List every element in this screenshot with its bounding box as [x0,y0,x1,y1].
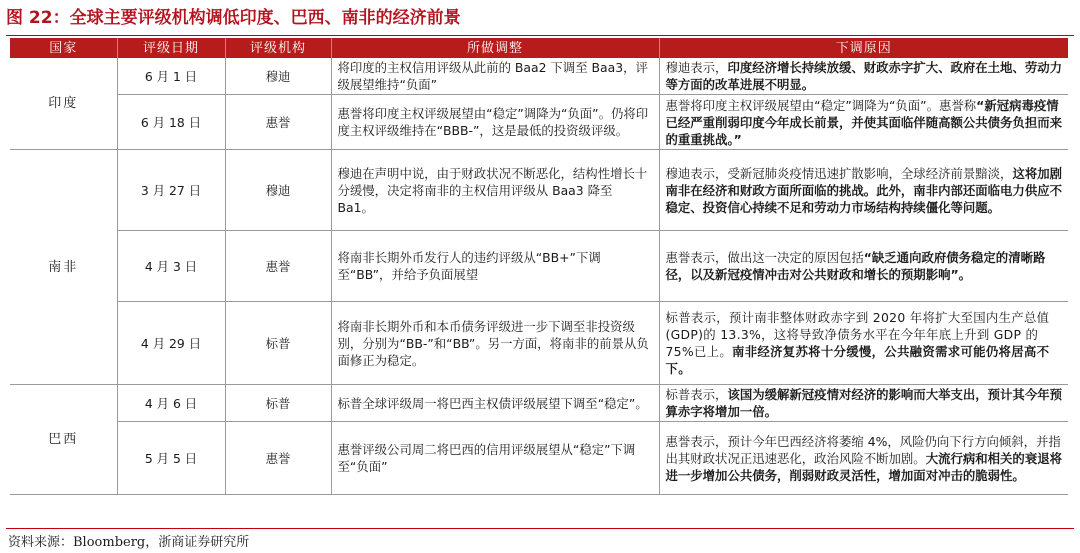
adjustment-cell: 将南非长期外币和本币债务评级进一步下调至非投资级别，分别为“BB-”和“BB”。另一方面，将南非的前景从负面修正为稳定。 [331,302,659,385]
date-cell: 6 月 18 日 [117,95,225,150]
table-row [10,302,1068,385]
adjustment-cell: 标普全球评级周一将巴西主权债评级展望下调至“稳定”。 [331,385,659,422]
reason-cell [659,150,1068,231]
source-note: 资料来源：Bloomberg，浙商证券研究所 [8,535,250,550]
reason-cell [659,95,1068,150]
reason-bold: “缺乏通向政府债务稳定的清晰路径，以及新冠疫情冲击对公共财政和增长的预期影响”。 [665,250,1046,282]
date-cell: 4 月 6 日 [117,385,225,422]
reason-cell [659,58,1068,95]
agency-cell: 惠誉 [225,422,331,495]
title-rule [6,35,1074,36]
reason-plain: 惠誉表示，做出这一决定的原因包括 [665,250,864,265]
table-row [10,58,1068,95]
adjustment-cell: 将印度的主权信用评级从此前的 Baa2 下调至 Baa3，评级展望维持“负面” [331,58,659,95]
adjustment-cell: 穆迪在声明中说，由于财政状况不断恶化，结构性增长十分缓慢，决定将南非的主权信用评级从 Baa3 降至 Ba1。 [331,150,659,231]
reason-cell [659,302,1068,385]
reason-plain: 惠誉将印度主权评级展望由“稳定”调降为“负面”。惠誉称 [665,97,977,113]
reason-bold: 该国为缓解新冠疫情对经济的影响而大举支出，预计其今年预算赤字将增加一倍。 [665,387,1062,419]
date-cell: 3 月 27 日 [117,150,225,231]
rating-adjustment-table [10,38,1068,495]
country-cell-brazil: 巴西 [10,385,117,495]
table-row [10,150,1068,231]
reason-plain: 穆迪表示，受新冠肺炎疫情迅速扩散影响，全球经济前景黯淡， [665,165,1013,181]
reason-bold: “新冠病毒疫情已经严重削弱印度今年成长前景，并使其面临伴随高额公共债务负担而来的重重挑战。” [665,97,1062,147]
table-header-row [10,38,1068,58]
reason-plain: 标普表示，预计南非整体财政赤字到 2020 年将扩大至国内生产总值(GDP)的 13.3%，这将导致净债务水平在今年年底上升到 GDP 的 75%已上。 [665,310,1050,359]
date-cell: 4 月 29 日 [117,302,225,385]
table-row [10,231,1068,302]
reason-cell [659,385,1068,422]
adjustment-cell: 惠誉将印度主权评级展望由“稳定”调降为“负面”。仍将印度主权评级维持在“BBB-”，这是最低的投资级评级。 [331,95,659,150]
date-cell: 6 月 1 日 [117,58,225,95]
header-date: 评级日期 [117,38,225,58]
agency-cell: 穆迪 [225,150,331,231]
reason-cell [659,231,1068,302]
reason-cell [659,422,1068,495]
adjustment-cell: 惠誉评级公司周二将巴西的信用评级展望从“稳定”下调至“负面” [331,422,659,495]
header-adjustment: 所做调整 [331,38,659,58]
figure-title: 图 22：全球主要评级机构调低印度、巴西、南非的经济前景 [6,8,461,28]
adjustment-cell: 将南非长期外币发行人的违约评级从“BB+”下调至“BB”，并给予负面展望 [331,231,659,302]
reason-plain: 标普表示， [665,387,728,402]
table-row [10,95,1068,150]
agency-cell: 标普 [225,302,331,385]
header-country: 国家 [10,38,117,58]
reason-bold: 大流行病和相关的衰退将进一步增加公共债务，削弱财政灵活性，增加面对冲击的脆弱性。 [665,450,1062,483]
reason-plain: 穆迪表示， [665,60,728,75]
table-row [10,385,1068,422]
agency-cell: 惠誉 [225,231,331,302]
date-cell: 5 月 5 日 [117,422,225,495]
agency-cell: 惠誉 [225,95,331,150]
reason-plain: 惠誉表示，预计今年巴西经济将萎缩 4%，风险仍向下行方向倾斜，并指出其财政状况正迅速恶化，政治风险不断加剧。 [665,433,1061,466]
header-agency: 评级机构 [225,38,331,58]
agency-cell: 标普 [225,385,331,422]
reason-bold: 印度经济增长持续放缓、财政赤字扩大、政府在土地、劳动力等方面的改革进展不明显。 [665,60,1062,92]
reason-bold: 南非经济复苏将十分缓慢，公共融资需求可能仍将居高不下。 [665,344,1050,376]
table-row [10,422,1068,495]
date-cell: 4 月 3 日 [117,231,225,302]
source-rule [6,528,1074,529]
country-cell-south-africa: 南非 [10,150,117,385]
reason-bold: 这将加剧南非在经济和财政方面所面临的挑战。此外，南非内部还面临电力供应不稳定、投资信心持续不足和劳动力市场结构持续僵化等问题。 [665,165,1062,215]
country-cell-india: 印度 [10,58,117,150]
agency-cell: 穆迪 [225,58,331,95]
header-reason: 下调原因 [659,38,1068,58]
